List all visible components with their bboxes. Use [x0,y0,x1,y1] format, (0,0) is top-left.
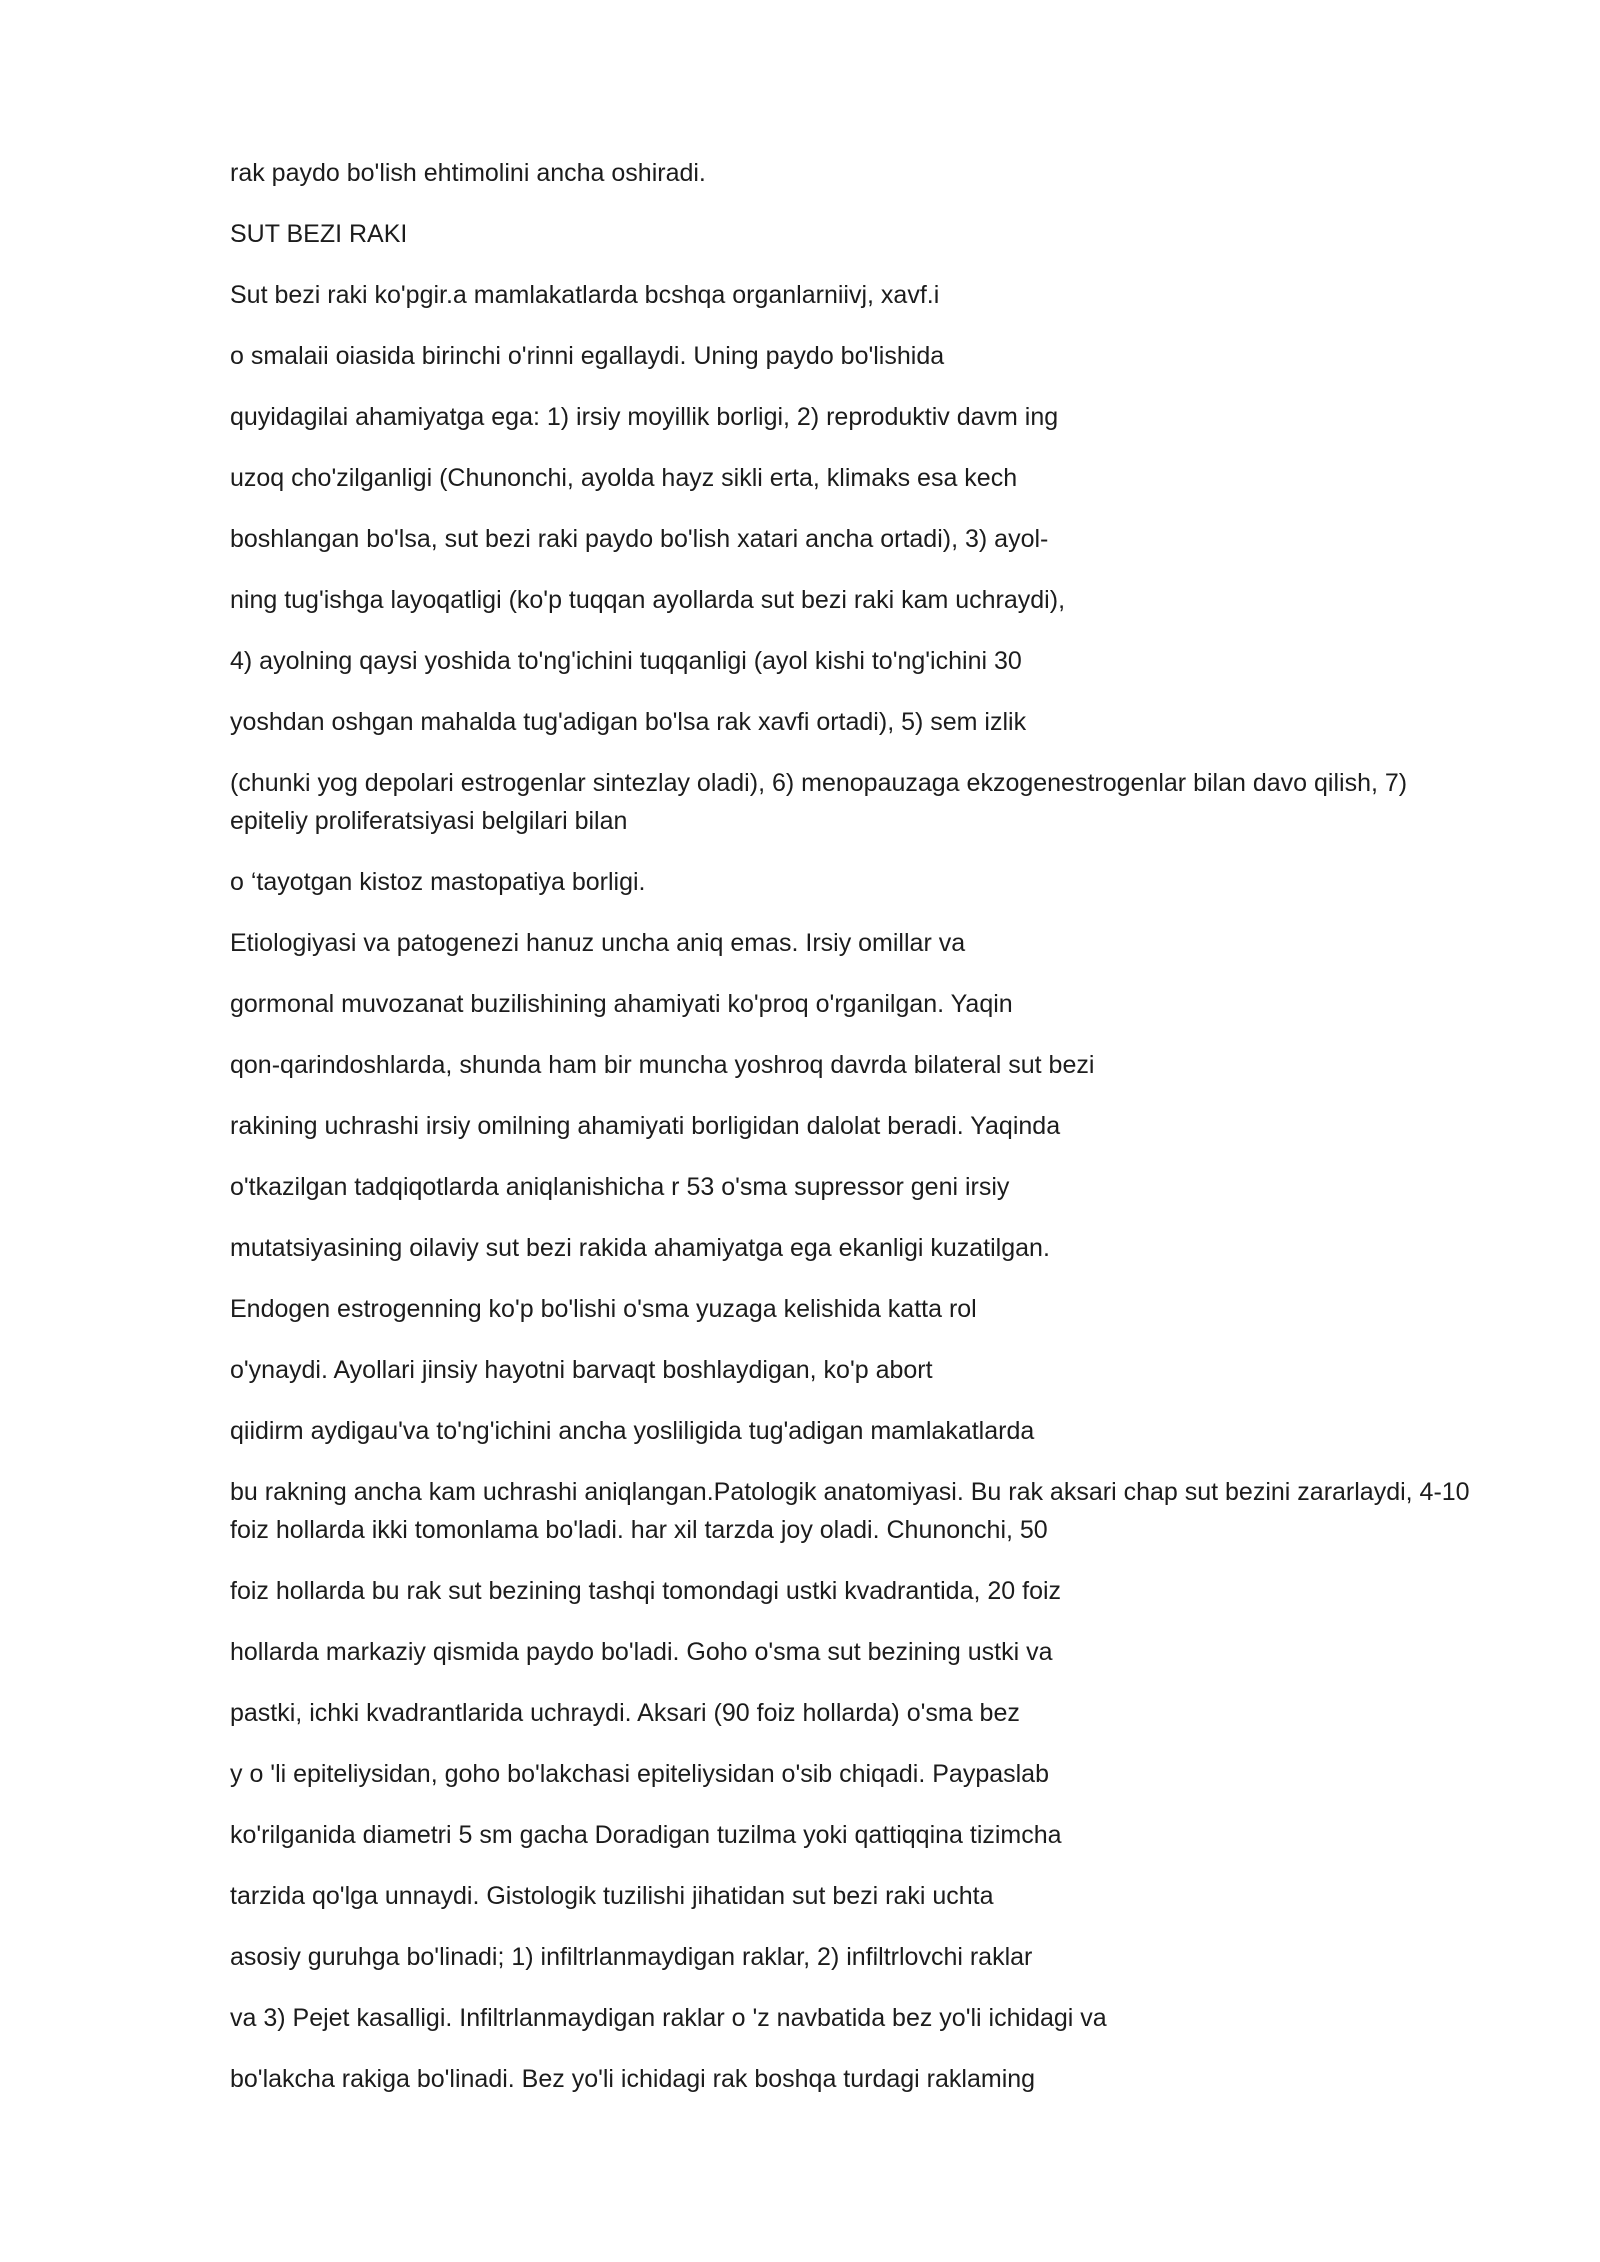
paragraph-line: Endogen estrogenning ko'p bo'lishi o'sma yuzaga kelishida katta rol [230,1295,977,1323]
paragraph-line: o'ynaydi. Ayollari jinsiy hayotni barvaqt boshlaydigan, ko'p abort [230,1356,933,1384]
paragraph-line: (chunki yog depolari estrogenlar sintezlay oladi), 6) menopauzaga ekzogenestrogenlar bilan davo qilish, 7) epiteliy proliferatsiyasi belgilari bilan [230,769,1415,835]
paragraph-line: 4) ayolning qaysi yoshida to'ng'ichini tuqqanligi (ayol kishi to'ng'ichini 30 [230,647,1022,675]
paragraph-line: y o 'li epiteliysidan, goho bo'lakchasi epiteliysidan o'sib chiqadi. Paypaslab [230,1760,1049,1788]
paragraph-line: quyidagilai ahamiyatga ega: 1) irsiy moyillik borligi, 2) reproduktiv davm ing [230,403,1059,431]
paragraph-line: ning tug'ishga layoqatligi (ko'p tuqqan ayollarda sut bezi raki kam uchraydi), [230,586,1066,614]
paragraph-line: boshlangan bo'lsa, sut bezi raki paydo bo'lish xatari ancha ortadi), 3) ayol- [230,525,1049,553]
paragraph-line: mutatsiyasining oilaviy sut bezi rakida ahamiyatga ega ekanligi kuzatilgan. [230,1234,1050,1262]
paragraph-line: gormonal muvozanat buzilishining ahamiyati ko'proq o'rganilgan. Yaqin [230,990,1013,1018]
paragraph-line: bo'lakcha rakiga bo'linadi. Bez yo'li ichidagi rak boshqa turdagi raklaming [230,2065,1036,2093]
paragraph-line: bu rakning ancha kam uchrashi aniqlangan.Patologik anatomiyasi. Bu rak aksari chap sut bezini zararlaydi, 4-10 foiz hollarda ikki tomonlama bo'ladi. har xil tarzda joy oladi. Chunonchi, 50 [230,1478,1477,1544]
paragraph-line: Sut bezi raki ko'pgir.a mamlakatlarda bcshqa organlarniivj, xavf.i [230,281,940,309]
paragraph-line: rakining uchrashi irsiy omilning ahamiyati borligidan dalolat beradi. Yaqinda [230,1112,1061,1140]
document-body [230,154,1480,2121]
paragraph-line: qon-qarindoshlarda, shunda ham bir muncha yoshroq davrda bilateral sut bezi [230,1051,1095,1079]
paragraph-line: o ‘tayotgan kistoz mastopatiya borligi. [230,868,646,896]
paragraph-line: rak paydo bo'lish ehtimolini ancha oshiradi. [230,159,706,187]
paragraph-line: qiidirm aydigau'va to'ng'ichini ancha yosliligida tug'adigan mamlakatlarda [230,1417,1035,1445]
paragraph-line: foiz hollarda bu rak sut bezining tashqi tomondagi ustki kvadrantida, 20 foiz [230,1577,1062,1605]
paragraph-line: uzoq cho'zilganligi (Chunonchi, ayolda hayz sikli erta, klimaks esa kech [230,464,1018,492]
paragraph-line: hollarda markaziy qismida paydo bo'ladi. Goho o'sma sut bezining ustki va [230,1638,1053,1666]
paragraph-line: pastki, ichki kvadrantlarida uchraydi. Aksari (90 foiz hollarda) o'sma bez [230,1699,1020,1727]
paragraph-line: va 3) Pejet kasalligi. Infiltrlanmaydigan raklar o 'z navbatida bez yo'li ichidagi va [230,2004,1107,2032]
paragraph-line: Etiologiyasi va patogenezi hanuz uncha aniq emas. Irsiy omillar va [230,929,966,957]
section-heading: SUT BEZI RAKI [230,220,408,248]
paragraph-line: o'tkazilgan tadqiqotlarda aniqlanishicha r 53 o'sma supressor geni irsiy [230,1173,1010,1201]
paragraph-line: yoshdan oshgan mahalda tug'adigan bo'lsa rak xavfi ortadi), 5) sem izlik [230,708,1027,736]
paragraph-line: asosiy guruhga bo'linadi; 1) infiltrlanmaydigan raklar, 2) infiltrlovchi raklar [230,1943,1033,1971]
paragraph-line: ko'rilganida diametri 5 sm gacha Doradigan tuzilma yoki qattiqqina tizimcha [230,1821,1062,1849]
paragraph-line: o smalaii oiasida birinchi o'rinni egallaydi. Uning paydo bo'lishida [230,342,945,370]
paragraph-line: tarzida qo'lga unnaydi. Gistologik tuzilishi jihatidan sut bezi raki uchta [230,1882,994,1910]
